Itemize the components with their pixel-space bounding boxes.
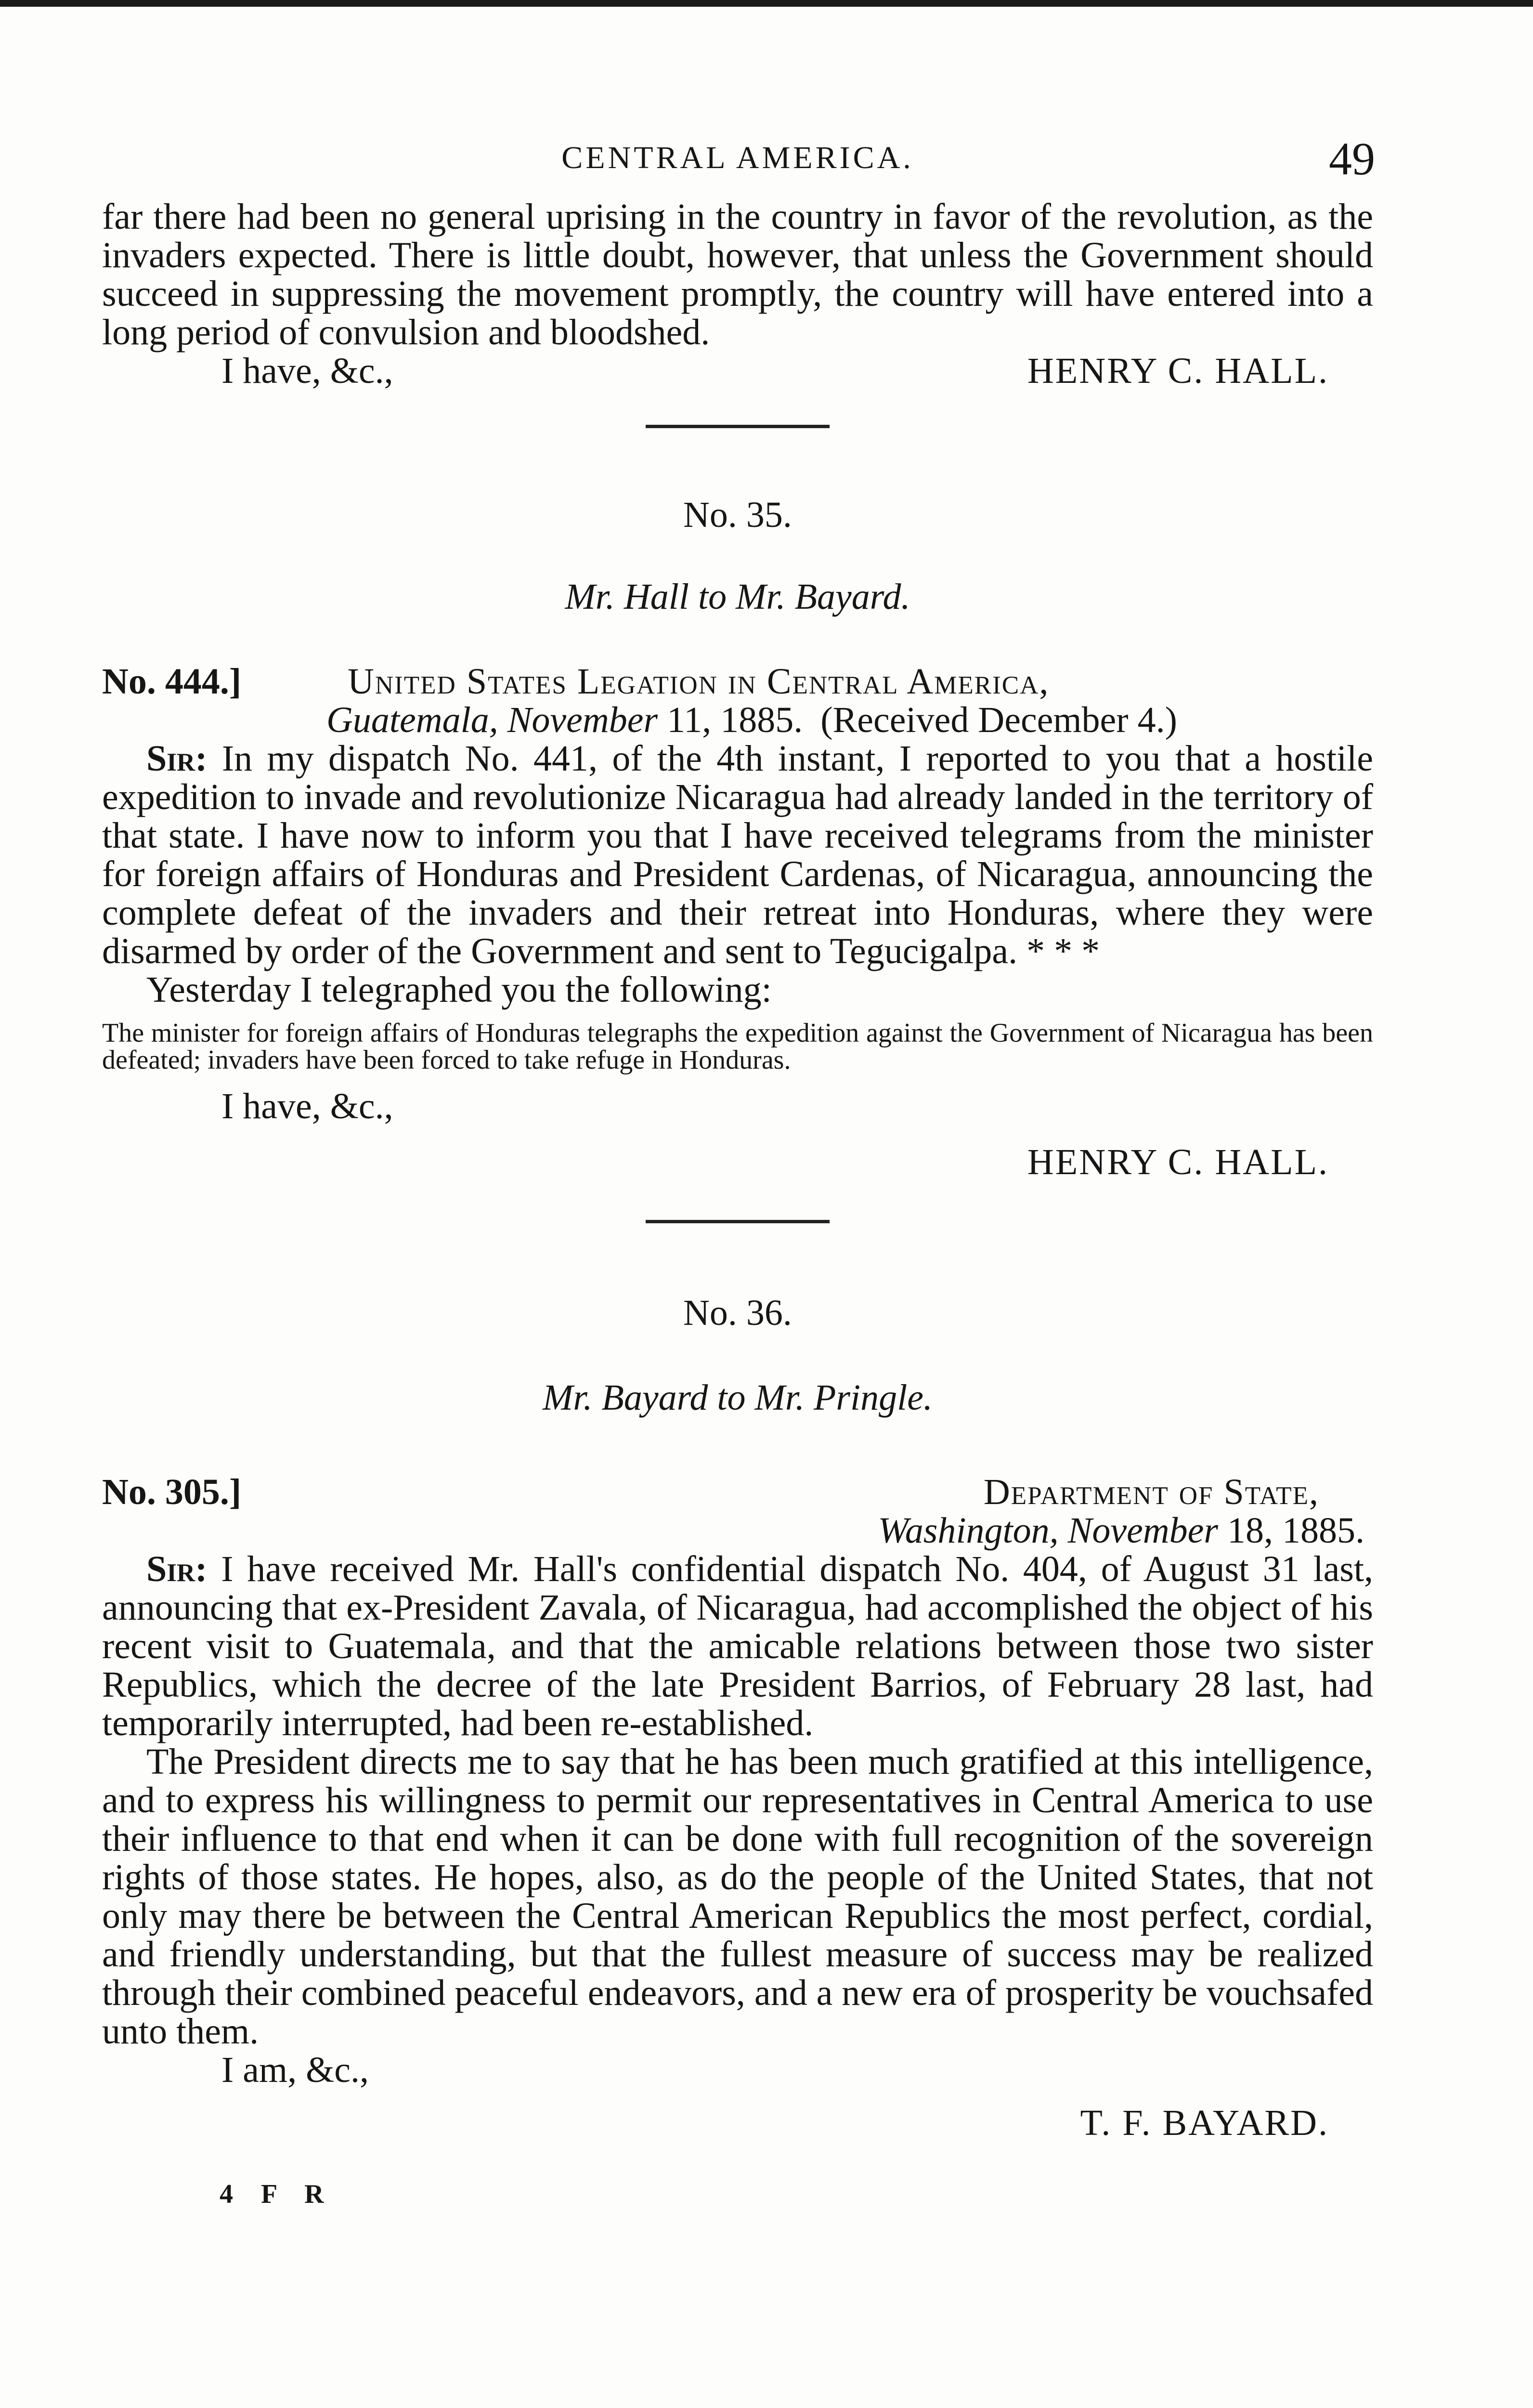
section-divider <box>646 425 830 428</box>
page-number: 49 <box>1329 133 1375 184</box>
dispatch-paragraph <box>102 739 1373 970</box>
closing-text: I am, &c., <box>221 2050 369 2090</box>
continuation-paragraph: far there had been no general uprising in the country in favor of the revolution, as the invaders expected. There is little doubt, however, that unless the Government should succeed in suppressing the movement promptly, the country will have entered into a long period of convulsion and bloodshed. <box>102 196 1373 353</box>
dispatch-header <box>102 1473 1373 1511</box>
received-note: (Received December 4.) <box>820 700 1177 740</box>
continuation-closing-row <box>102 352 1373 390</box>
signature: HENRY C. HALL. <box>1027 351 1329 391</box>
dispatch-month: November <box>507 700 658 740</box>
dispatch-number: No. 444.] <box>102 661 242 702</box>
dispatch-place: Guatemala, <box>326 700 498 740</box>
telegram-quote: The minister for foreign affairs of Honduras telegraphs the expedition against the Government of Nicaragua has been defeated; invaders have been forced to take refuge in Honduras. <box>102 1018 1373 1075</box>
dispatch-origin: Department of State, <box>983 1472 1319 1512</box>
paragraph-body: I have received Mr. Hall's confidential dispatch No. 404, of August 31 last, announcing that ex-President Zavala, of Nicaragua, had accomplished the object of his recent visit to Guatemala, and that the amicable relations between those two sister Republics, which the decree of the late President Barrios, of February 28 last, had temporarily interrupted, had been re-established. <box>102 1549 1374 1743</box>
dispatch-date: 18, 1885. <box>1227 1510 1364 1551</box>
signature: T. F. BAYARD. <box>1080 2103 1329 2143</box>
printer-signature-mark: 4 F R <box>220 2179 335 2209</box>
dispatch-date-line <box>102 701 1373 739</box>
salutation: Sir: <box>146 1549 208 1589</box>
running-title: CENTRAL AMERICA. <box>561 140 914 175</box>
dispatch-number: No. 305.] <box>102 1472 242 1512</box>
salutation: Sir: <box>146 738 208 779</box>
closing-text: I have, &c., <box>221 351 393 391</box>
dispatch-paragraph-2: The President directs me to say that he has been much gratified at this intelligence, and to express his willingness to permit our representatives in Central America to use their influence to that end when it can be done with full recognition of the sovereign rights of those states. He hopes, also, as do the people of the United States, that not only may there be between the Central American Republics the most perfect, cordial, and friendly understanding, but that the fullest measure of success may be realized through their combined peaceful endeavors, and a new era of prosperity be vouchsafed unto them. <box>102 1741 1373 2052</box>
document-number: No. 36. <box>683 1293 792 1333</box>
closing-text: I have, &c., <box>221 1086 393 1126</box>
dispatch-date-line <box>102 1511 1373 1550</box>
document-heading: Mr. Bayard to Mr. Pringle. <box>543 1377 933 1418</box>
dispatch-paragraph <box>102 1550 1373 1742</box>
section-divider <box>646 1220 830 1223</box>
dispatch-origin: United States Legation in Central America, <box>348 661 1050 702</box>
top-border <box>0 0 1533 7</box>
page-header <box>102 133 1375 197</box>
document-page <box>102 133 1375 2210</box>
dispatch-header <box>102 662 1373 701</box>
signature: HENRY C. HALL. <box>1027 1142 1329 1182</box>
dispatch-place: Washington, <box>878 1510 1059 1551</box>
dispatch-paragraph-2: Yesterday I telegraphed you the following: <box>146 969 772 1010</box>
document-heading: Mr. Hall to Mr. Bayard. <box>565 576 910 617</box>
dispatch-date: 11, 1885. <box>667 700 803 740</box>
dispatch-month: November <box>1067 1510 1218 1551</box>
paragraph-body: In my dispatch No. 441, of the 4th instant, I reported to you that a hostile expedition to invade and revolutionize Nicaragua had already landed in the territory of that state. I have now to inform you that I have received telegrams from the minister for foreign affairs of Honduras and President Cardenas, of Nicaragua, announcing the complete defeat of the invaders and their retreat into Honduras, where they were disarmed by order of the Government and sent to Tegucigalpa. * * * <box>102 738 1374 971</box>
document-number: No. 35. <box>683 495 792 535</box>
